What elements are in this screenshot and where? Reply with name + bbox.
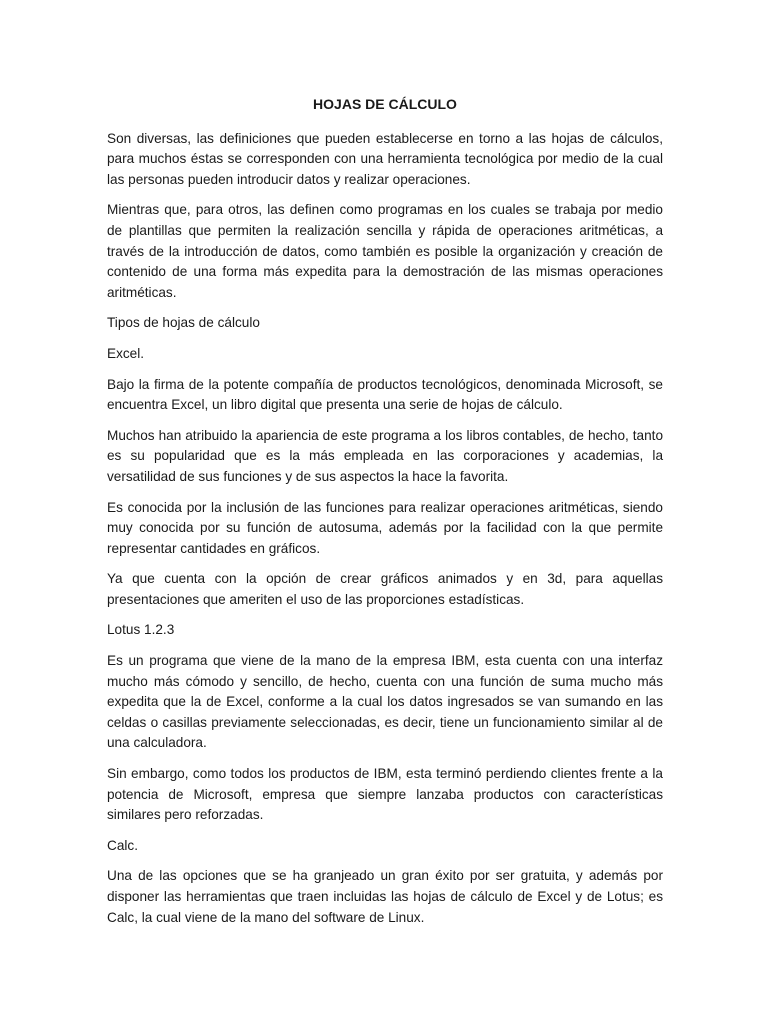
section-heading-excel: Excel. (107, 345, 145, 361)
paragraph-excel-popularity: Muchos han atribuido la apariencia de este programa a los libros contables, de hecho, tanto es su popularidad que es la más empleada en las corporaciones y academias, la versatilidad de sus funciones y de sus aspectos la hace la favorita. (107, 427, 663, 484)
paragraph-excel-charts: Ya que cuenta con la opción de crear gráficos animados y en 3d, para aquellas presentaciones que ameriten el uso de las proporciones estadísticas. (107, 571, 663, 607)
document-title: HOJAS DE CÁLCULO (313, 96, 457, 112)
section-heading-types: Tipos de hojas de cálculo (107, 315, 260, 331)
document-page (107, 94, 663, 938)
paragraph-calc-linux: Una de las opciones que se ha granjeado un gran éxito por ser gratuita, y además por disponer las herramientas que traen incluidas las hojas de cálculo de Excel y de Lotus; es Calc, la cual viene de la mano del software de Linux. (107, 868, 663, 925)
section-heading-lotus: Lotus 1.2.3 (107, 622, 175, 638)
paragraph-excel-functions: Es conocida por la inclusión de las funciones para realizar operaciones aritméticas, siendo muy conocida por su función de autosuma, además por la facilidad con la que permite representar cantidades en gráficos. (107, 499, 663, 556)
section-heading-calc: Calc. (107, 837, 138, 853)
paragraph-definitions: Son diversas, las definiciones que pueden establecerse en torno a las hojas de cálculos, para muchos éstas se corresponden con una herramienta tecnológica por medio de la cual las personas pueden introducir datos y realizar operaciones. (107, 130, 663, 187)
paragraph-lotus-ibm: Es un programa que viene de la mano de la empresa IBM, esta cuenta con una interfaz mucho más cómodo y sencillo, de hecho, cuenta con una función de suma mucho más expedita que la de Excel, conforme a la cual los datos ingresados se van sumando en las celdas o casillas previamente seleccionadas, es decir, tiene un funcionamiento similar al de una calculadora. (107, 653, 663, 751)
paragraph-other-definitions: Mientras que, para otros, las definen como programas en los cuales se trabaja por medio de plantillas que permiten la realización sencilla y rápida de operaciones aritméticas, a través de la introducción de datos, como también es posible la organización y creación de contenido de una forma más expedita para la demostración de las mismas operaciones aritméticas. (107, 202, 663, 300)
paragraph-excel-microsoft: Bajo la firma de la potente compañía de productos tecnológicos, denominada Microsoft, se encuentra Excel, un libro digital que presenta una serie de hojas de cálculo. (107, 376, 663, 413)
paragraph-lotus-decline: Sin embargo, como todos los productos de IBM, esta terminó perdiendo clientes frente a la potencia de Microsoft, empresa que siempre lanzaba productos con características similares pero reforzadas. (107, 766, 663, 823)
